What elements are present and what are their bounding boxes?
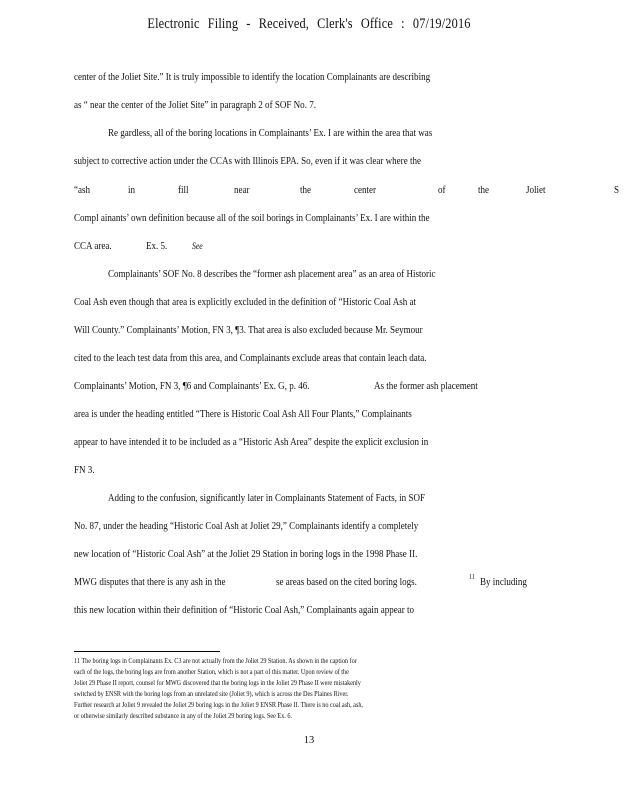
motion-line-b: As the former ash placement bbox=[374, 381, 478, 392]
word: of bbox=[438, 185, 446, 196]
cca-line-b: Ex. 5. bbox=[146, 241, 168, 252]
word: Joliet bbox=[526, 185, 546, 196]
footnote-ref: 11 bbox=[469, 573, 475, 581]
mwg-line-a: MWG disputes that there is any ash in the bbox=[74, 577, 226, 588]
body-line: FN 3. bbox=[74, 465, 95, 476]
footnote-line: switched by ENSR with the boring logs from an unrelated site (Joliet 9), which is across the Des Plaines River. bbox=[74, 690, 349, 698]
body-line: Re gardless, all of the boring locations in Complainants’ Ex. I are within the area that was bbox=[108, 128, 433, 139]
footnote-line: Further research at Joliet 9 revealed the Joliet 29 boring logs in the Joliet 9 ENSR Phase II. There is no coal ash, ash, bbox=[74, 701, 363, 709]
footnote-rule bbox=[74, 651, 220, 652]
footnote-line: 11 The boring logs in Complainants Ex. C3 are not actually from the Joliet 29 Station. As shown in the caption for bbox=[74, 657, 357, 665]
mwg-line-b: se areas based on the cited boring logs. bbox=[276, 577, 417, 588]
mwg-line-c: By including bbox=[480, 577, 527, 588]
cca-line-a: CCA area. bbox=[74, 241, 112, 252]
word: the bbox=[300, 185, 312, 196]
body-line: as “ near the center of the Joliet Site” in paragraph 2 of SOF No. 7. bbox=[74, 100, 316, 111]
word: center bbox=[354, 185, 377, 196]
filing-header: Electronic Filing - Received, Clerk's Office : 07/19/2016 bbox=[147, 16, 471, 32]
body-line: new location of “Historic Coal Ash” at the Joliet 29 Station in boring logs in the 1998 Phase II. bbox=[74, 549, 418, 560]
body-line: appear to have intended it to be included as a “Historic Ash Area” despite the explicit exclusion in bbox=[74, 437, 429, 448]
body-line: cited to the leach test data from this area, and Complainants exclude areas that contain leach data. bbox=[74, 353, 427, 364]
body-line: center of the Joliet Site.” It is truly impossible to identify the location Complainants are describing bbox=[74, 72, 431, 83]
body-line: Will County.” Complainants’ Motion, FN 3, ¶3. That area is also excluded because Mr. Seymour bbox=[74, 325, 423, 336]
body-line: Compl ainants’ own definition because all of the soil borings in Complainants’ Ex. I are within the bbox=[74, 213, 430, 224]
word: near bbox=[234, 185, 250, 196]
body-line: No. 87, under the heading “Historic Coal Ash at Joliet 29,” Complainants identify a completely bbox=[74, 521, 419, 532]
word: fill bbox=[178, 185, 189, 196]
body-line: Adding to the confusion, significantly later in Complainants Statement of Facts, in SOF bbox=[108, 493, 426, 504]
word: in bbox=[128, 185, 136, 196]
body-line: Complainants’ SOF No. 8 describes the “former ash placement area” as an area of Historic bbox=[108, 269, 436, 280]
motion-line-a: Complainants’ Motion, FN 3, ¶6 and Complainants’ Ex. G, p. 46. bbox=[74, 381, 310, 392]
body-line: area is under the heading entitled “There is Historic Coal Ash All Four Plants,” Complainants bbox=[74, 409, 412, 420]
body-line: this new location within their definition of “Historic Coal Ash,” Complainants again appear to bbox=[74, 605, 415, 616]
body-line: subject to corrective action under the CCAs with Illinois EPA. So, even if it was clear where the bbox=[74, 156, 421, 167]
page-number: 13 bbox=[303, 735, 315, 746]
word: “ash bbox=[74, 185, 91, 196]
body-line: Coal Ash even though that area is explicitly excluded in the definition of “Historic Coal Ash at bbox=[74, 297, 417, 308]
word: the bbox=[478, 185, 490, 196]
cca-line-see: See bbox=[192, 241, 203, 251]
footnote-line: Joliet 29 Phase II report, counsel for MWG discovered that the boring logs in the Joliet 29 Phase II were mistakenly bbox=[74, 679, 361, 687]
footnote-line: each of the logs, the boring logs are from another Station, which is not a part of this matter. Upon review of the bbox=[74, 668, 349, 676]
footnote-line: or otherwise similarly described substance in any of the Joliet 29 boring logs. See Ex. 6. bbox=[74, 712, 293, 720]
word: S bbox=[614, 185, 620, 196]
